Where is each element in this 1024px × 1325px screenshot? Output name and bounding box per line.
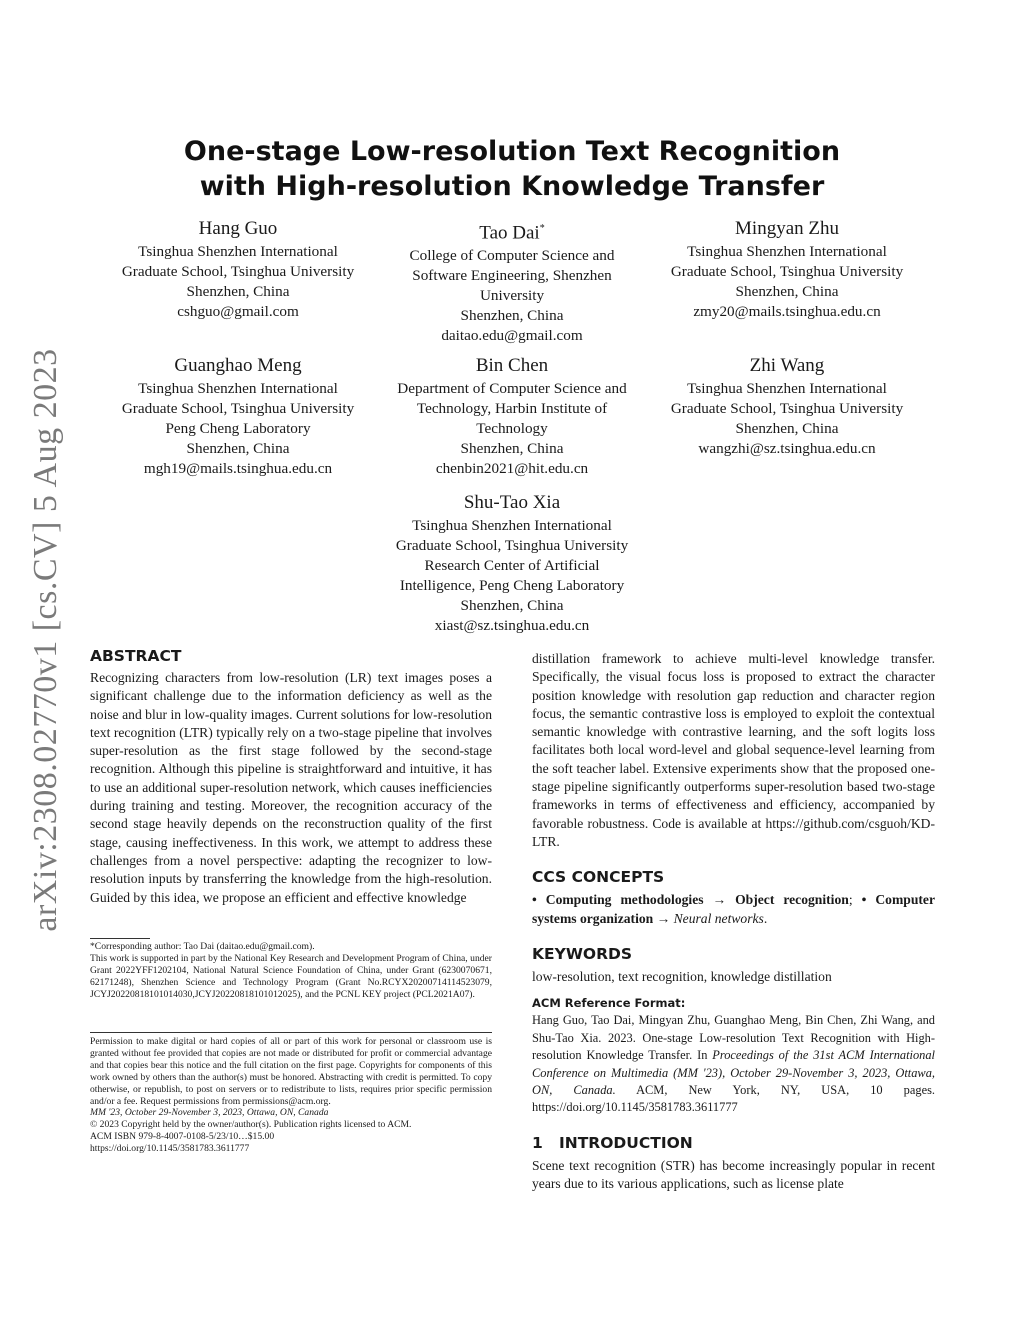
affiliation-line: Shenzhen, China	[460, 440, 564, 457]
author-name: Tao Dai	[479, 222, 540, 244]
abstract-continued: distillation framework to achieve multi-level knowledge transfer. Specifically, the visual focus loss is proposed to extract the character position knowledge with resolution gap reduction and character region focus, the semantic contrastive loss is employed to exploit the contextual semantic knowledge with contrastive learning, and the soft logits loss facilitates both local word-level and global sequence-level learning from the soft teacher label. Extensive experiments show that the proposed one-stage pipeline significantly outperforms super-resolution based two-stage frameworks in terms of effectiveness and efficiency, accompanied by favorable robustness. Code is available at https://github.com/csguoh/KD-LTR.	[532, 651, 935, 849]
author-name: Hang Guo	[198, 218, 278, 239]
reference-venue: Proceedings of the 31st ACM International Conference on Multimedia (MM '23), October 29-November 3, 2023, Ottawa, ON, Canada.	[532, 1048, 935, 1098]
copyright-text: © 2023 Copyright held by the owner/author(s). Publication rights licensed to ACM.	[90, 1119, 412, 1131]
footnote-rule	[90, 938, 150, 939]
right-column	[532, 650, 935, 1193]
author-block	[88, 354, 388, 479]
funding-footnote: This work is supported in part by the National Key Research and Development Program of China, under Grant 2022YFF1202104, National Natural Science Foundation of China, under Grant (6230070671, 62171248), Shenzhen Science and Technology Program (Grant No.RCYX20200714114523079, JCYJ20220818101014030,JCYJ20220818101012025), and the PCNL KEY project (PCL2021A07).	[90, 952, 492, 1000]
corresponding-mark: *	[539, 223, 545, 234]
ccs-arrow: →	[703, 892, 736, 908]
affiliation-line: University	[479, 287, 545, 305]
author-email: xiast@sz.tsinghua.edu.cn	[434, 617, 590, 634]
ccs-item-2-target: Neural networks	[673, 910, 764, 926]
reference-heading: ACM Reference Format:	[532, 996, 686, 1011]
affiliation-line: Shenzhen, China	[735, 420, 839, 437]
affiliation-line: Technology	[476, 420, 548, 437]
ccs-arrow: →	[653, 910, 674, 926]
affiliation-line: Department of Computer Science and	[397, 380, 627, 397]
affiliation-line: Graduate School, Tsinghua University	[121, 400, 355, 417]
author-email: wangzhi@sz.tsinghua.edu.cn	[698, 440, 876, 457]
title-line-2: with High-resolution Knowledge Transfer	[199, 171, 825, 202]
venue-text: MM '23, October 29-November 3, 2023, Ottawa, ON, Canada	[90, 1107, 329, 1119]
affiliation-line: Graduate School, Tsinghua University	[670, 400, 904, 417]
author-name: Guanghao Meng	[174, 355, 302, 376]
author-block	[637, 354, 937, 459]
reference-text	[532, 1012, 935, 1116]
ccs-item-1-target: Object recognition	[735, 892, 849, 908]
doi-link[interactable]: https://doi.org/10.1145/3581783.3611777	[90, 1143, 250, 1155]
author-name: Shu-Tao Xia	[463, 492, 561, 513]
author-email: cshguo@gmail.com	[177, 303, 299, 320]
affiliation-line: Tsinghua Shenzhen International	[138, 380, 338, 397]
author-name: Bin Chen	[475, 355, 549, 376]
author-email: mgh19@mails.tsinghua.edu.cn	[143, 460, 333, 477]
affiliation-line: Peng Cheng Laboratory	[165, 420, 311, 437]
title-line-1: One-stage Low-resolution Text Recognition	[183, 136, 841, 167]
section-number: 1	[532, 1133, 543, 1152]
author-name: Zhi Wang	[749, 355, 825, 376]
author-block	[362, 491, 662, 636]
isbn-text: ACM ISBN 979-8-4007-0108-5/23/10…$15.00	[90, 1131, 275, 1143]
permission-rule	[90, 1032, 492, 1033]
keywords-text: low-resolution, text recognition, knowledge distillation	[532, 968, 832, 984]
abstract-left	[90, 646, 492, 907]
section-title: INTRODUCTION	[559, 1133, 693, 1152]
affiliation-line: Software Engineering, Shenzhen	[412, 267, 612, 285]
affiliation-line: Shenzhen, China	[186, 440, 290, 457]
affiliation-line: Shenzhen, China	[735, 283, 839, 300]
reference-part: ACM, New York, NY, USA, 10 pages. https://doi.org/10.1145/3581783.3611777	[532, 1083, 935, 1115]
author-name: Mingyan Zhu	[735, 218, 839, 239]
author-block	[88, 217, 388, 322]
affiliation-line: Tsinghua Shenzhen International	[687, 380, 887, 397]
affiliation-line: Research Center of Artificial	[424, 557, 600, 574]
author-block	[637, 217, 937, 322]
affiliation-line: Shenzhen, China	[186, 283, 290, 300]
affiliation-line: Shenzhen, China	[460, 597, 564, 614]
author-email: chenbin2021@hit.edu.cn	[435, 460, 589, 477]
ccs-separator: ;	[848, 892, 862, 908]
affiliation-line: Tsinghua Shenzhen International	[687, 243, 887, 260]
affiliation-line: Shenzhen, China	[460, 307, 564, 325]
author-block	[362, 354, 662, 479]
affiliation-line: Graduate School, Tsinghua University	[670, 263, 904, 280]
ccs-item-1: • Computing methodologies	[532, 892, 704, 908]
author-email: daitao.edu@gmail.com	[441, 327, 583, 345]
author-email: zmy20@mails.tsinghua.edu.cn	[693, 303, 881, 320]
arxiv-identifier: arXiv:2308.02770v1 [cs.CV] 5 Aug 2023	[27, 348, 64, 932]
ccs-concepts	[532, 891, 935, 928]
abstract-heading: ABSTRACT	[90, 647, 182, 665]
affiliation-line: Tsinghua Shenzhen International	[412, 517, 612, 534]
affiliation-line: College of Computer Science and	[409, 247, 615, 265]
abstract-text: Recognizing characters from low-resolution (LR) text images poses a significant challenge due to the information deficiency as well as the noise and blur in low-quality images. Current solutions for low-resolution text recognition (LTR) typically rely on a two-stage pipeline that involves super-resolution as the first stage followed by the second-stage recognition. Although this pipeline is straightforward and intuitive, it has to use an additional super-resolution network, which causes inefficiencies during training and testing. Moreover, the recognition accuracy of the second stage heavily depends on the reconstruction quality of the first stage, causing ineffectiveness. In this work, we attempt to address these challenges from a novel perspective: adapting the recognizer to low-resolution inputs by transferring the knowledge from the high-resolution. Guided by this idea, we propose an efficient and effective knowledge	[90, 670, 492, 905]
affiliation-line: Technology, Harbin Institute of	[416, 400, 608, 417]
affiliation-line: Graduate School, Tsinghua University	[395, 537, 629, 554]
permission-block	[90, 1036, 492, 1155]
reference-part: Hang Guo, Tao Dai, Mingyan Zhu, Guanghao Meng, Bin Chen, Zhi Wang, and Shu-Tao Xia. 2023. One-stage Low-resolution Text Recognition with High-resolution Knowledge Transfer. In	[532, 1013, 935, 1063]
paper-title	[0, 134, 1024, 204]
intro-heading	[532, 1133, 935, 1153]
corresponding-footnote: *Corresponding author: Tao Dai (daitao.edu@gmail.com).	[90, 941, 315, 952]
keywords-heading: KEYWORDS	[532, 944, 633, 963]
affiliation-line: Intelligence, Peng Cheng Laboratory	[399, 577, 625, 594]
ccs-end: .	[763, 910, 768, 926]
footnotes	[90, 941, 492, 1001]
affiliation-line: Graduate School, Tsinghua University	[121, 263, 355, 280]
ccs-item-2: • Computer systems organization	[532, 892, 935, 926]
affiliation-line: Tsinghua Shenzhen International	[138, 243, 338, 260]
intro-text: Scene text recognition (STR) has become increasingly popular in recent years due to its various applications, such as license plate	[532, 1157, 935, 1192]
ccs-heading: CCS CONCEPTS	[532, 868, 665, 887]
author-block	[362, 217, 662, 346]
permission-text: Permission to make digital or hard copies of all or part of this work for personal or classroom use is granted without fee provided that copies are not made or distributed for profit or commercial advantage and that copies bear this notice and the full citation on the first page. Copyrights for components of this work owned by others than the author(s) must be honored. Abstracting with credit is permitted. To copy otherwise, or republish, to post on servers or to redistribute to lists, requires prior specific permission and/or a fee. Request permissions from permissions@acm.org.	[90, 1036, 492, 1107]
